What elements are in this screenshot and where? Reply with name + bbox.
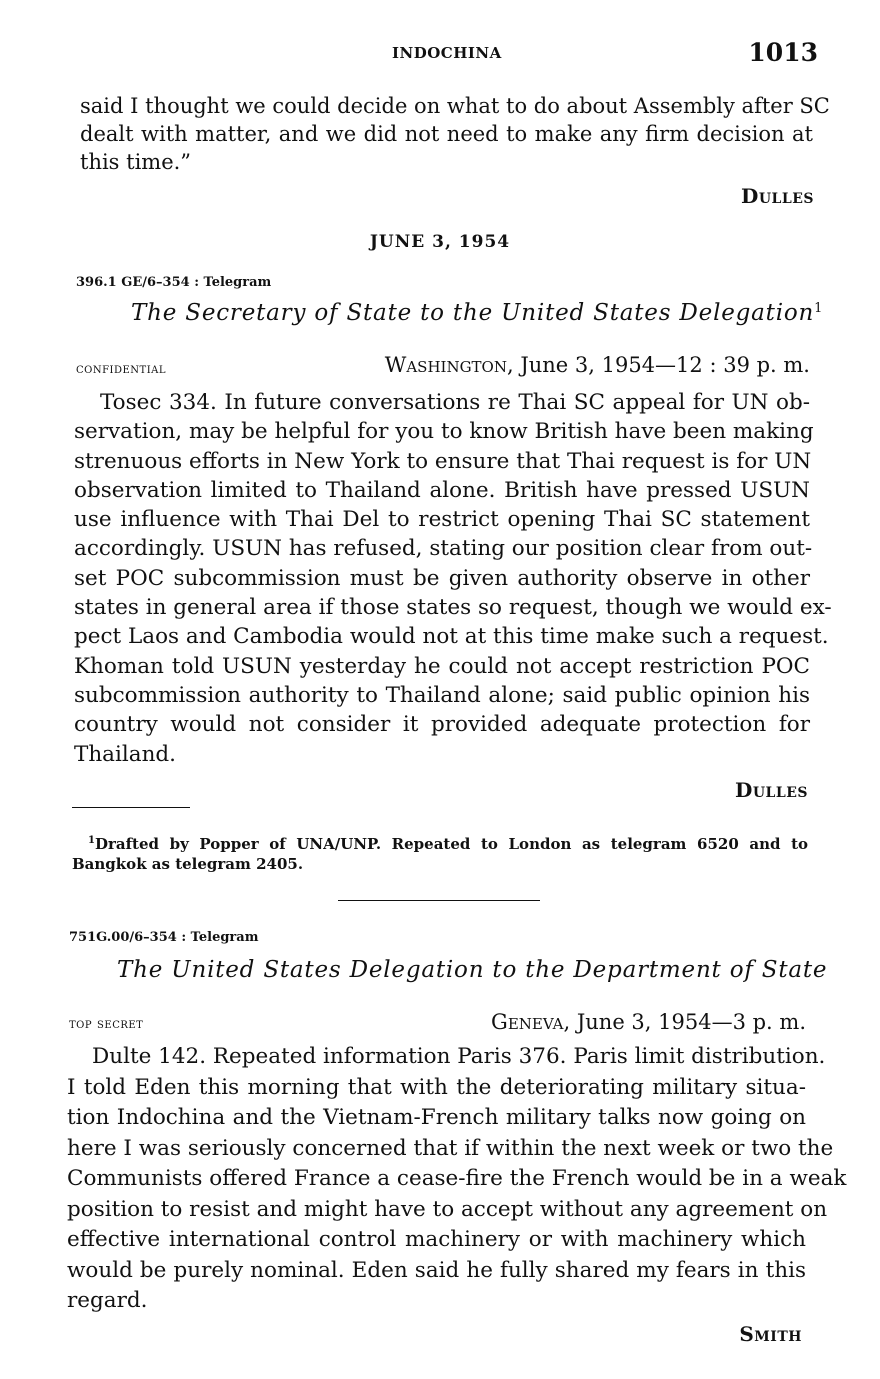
text-line: subcommission authority to Thailand alone; said public opinion his (74, 682, 810, 708)
footnote-line: Bangkok as telegram 2405. (72, 855, 304, 873)
document-title: The United States Delegation to the Department of State (117, 957, 828, 983)
text-line: this time.” (80, 150, 192, 174)
text-line: pect Laos and Cambodia would not at this time make such a request. (74, 624, 829, 650)
text-line: would be purely nominal. Eden said he fully shared my fears in this (67, 1257, 806, 1283)
dateline-place: Geneva (491, 1010, 564, 1034)
signature-dulles-2: Dulles (734, 778, 808, 802)
file-reference: 396.1 GE/6–354 : Telegram (76, 275, 272, 290)
text-line: accordingly. USUN has refused, stating our position clear from out- (74, 536, 813, 562)
footnote-marker: 1 (814, 301, 824, 316)
text-line: use influence with Thai Del to restrict opening Thai SC statement (74, 507, 810, 533)
continuation-paragraph (80, 92, 830, 176)
text-line: I told Eden this morning that with the deteriorating military situa- (67, 1074, 806, 1100)
telegram-body (74, 388, 832, 769)
text-line: Communists offered France a cease-fire the French would be in a weak (67, 1166, 847, 1191)
classification-label: top secret (69, 1016, 144, 1032)
document-title-text: The Secretary of State to the United States Delegation (131, 300, 815, 326)
text-line: observation limited to Thailand alone. British have pressed USUN (74, 477, 810, 503)
document-title (131, 300, 823, 326)
text-line: Thailand. (74, 741, 177, 767)
running-head: INDOCHINA (392, 44, 502, 62)
dateline (385, 353, 810, 377)
text-line: strenuous efforts in New York to ensure that Thai request is for UN (74, 448, 812, 474)
text-line: regard. (67, 1288, 148, 1313)
text-line: Khoman told USUN yesterday he could not accept restriction POC (74, 653, 810, 679)
text-line: position to resist and might have to accept without any agreement on (67, 1196, 828, 1222)
dateline-place: Washington (384, 353, 507, 377)
page-number: 1013 (748, 38, 818, 67)
footnote-rule (72, 807, 190, 808)
text-line: country would not consider it provided adequate protection for (74, 712, 810, 738)
text-line: dealt with matter, and we did not need to make any firm decision at (80, 122, 813, 146)
text-line: Tosec 334. In future conversations re Thai SC appeal for UN ob- (100, 390, 810, 415)
text-line: set POC subcommission must be given authority observe in other (74, 565, 810, 591)
section-divider (338, 900, 540, 901)
footnote-number: 1 (88, 835, 95, 846)
classification-label: confidential (76, 361, 167, 377)
dateline-date: , June 3, 1954—3 p. m. (563, 1010, 806, 1034)
text-line: here I was seriously concerned that if within the next week or two the (67, 1135, 834, 1161)
text-line: said I thought we could decide on what to do about Assembly after SC (80, 94, 830, 118)
text-line: effective international control machinery or with machinery which (67, 1227, 806, 1252)
dateline (491, 1010, 806, 1034)
text-line: tion Indochina and the Vietnam-French military talks now going on (67, 1105, 806, 1130)
footnote (72, 831, 808, 874)
signature-smith: Smith (739, 1322, 802, 1346)
footnote-line (72, 831, 808, 854)
telegram-body (67, 1042, 847, 1317)
text-line: Dulte 142. Repeated information Paris 376. Paris limit distribution. (92, 1044, 826, 1069)
signature-dulles-1: Dulles (740, 184, 814, 208)
date-heading: JUNE 3, 1954 (369, 232, 511, 252)
dateline-date: , June 3, 1954—12 : 39 p. m. (506, 353, 810, 377)
footnote-text: Drafted by Popper of UNA/UNP. Repeated to London as telegram 6520 and to (94, 835, 808, 853)
text-line: servation, may be helpful for you to know British have been making (74, 419, 814, 445)
text-line: states in general area if those states so request, though we would ex- (74, 595, 832, 621)
file-reference: 751G.00/6–354 : Telegram (69, 930, 259, 945)
